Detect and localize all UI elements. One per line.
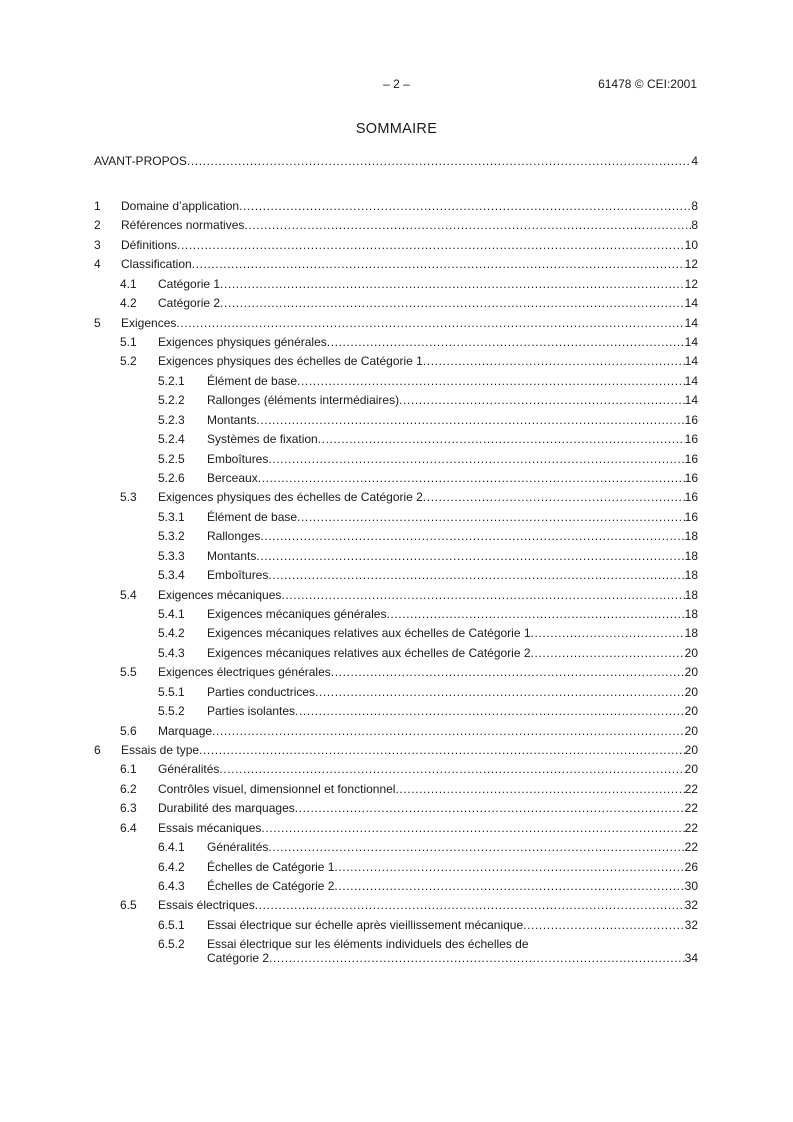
toc-entry-title: Rallonges (éléments intermédiaires) xyxy=(207,393,400,408)
toc-entry[interactable] xyxy=(94,605,698,624)
toc-entry-page: 20 xyxy=(684,665,698,680)
dot-leader xyxy=(297,508,685,527)
toc-entry[interactable] xyxy=(94,352,698,371)
toc-entry-title: Exigences physiques des échelles de Catégorie 1 xyxy=(158,354,423,369)
toc-entry-number: 6.5.1 xyxy=(158,917,185,932)
toc-entry-title: Durabilité des marquages xyxy=(158,801,295,816)
dot-leader xyxy=(331,663,685,682)
toc-entry[interactable] xyxy=(94,236,698,255)
toc-entry[interactable] xyxy=(94,683,698,702)
toc-entry-number: 5.3.3 xyxy=(158,548,185,563)
toc-entry-title: Domaine d’application xyxy=(121,199,240,213)
toc-entry[interactable] xyxy=(94,838,698,857)
toc-entry-page: 18 xyxy=(684,568,698,583)
toc-entry[interactable] xyxy=(94,430,698,449)
dot-leader xyxy=(260,527,684,546)
toc-entry-number: 5.2.4 xyxy=(158,432,185,447)
toc-title: SOMMAIRE xyxy=(355,121,438,137)
toc-entry-title: Généralités xyxy=(158,762,220,777)
toc-entry-title: Références normatives xyxy=(121,218,245,233)
toc-entry-title: Exigences mécaniques xyxy=(158,587,282,602)
toc-entry[interactable] xyxy=(94,411,698,430)
toc-entry-page: 18 xyxy=(684,626,698,641)
toc-entry-page: 16 xyxy=(684,451,698,466)
dot-leader xyxy=(220,275,685,294)
toc-entry[interactable] xyxy=(94,488,698,507)
toc-entry-title: Élément de base xyxy=(207,509,298,524)
toc-entry-page: 14 xyxy=(684,296,698,311)
toc-entry[interactable] xyxy=(94,216,698,235)
toc-entry-page: 20 xyxy=(684,645,698,660)
toc-entry-page: 12 xyxy=(684,257,698,272)
page-number: – 2 – xyxy=(383,77,410,91)
toc-entry[interactable] xyxy=(94,760,698,779)
toc-entry-number: 6.5.2 xyxy=(158,937,185,952)
toc-entry-number: 5.4.3 xyxy=(158,645,185,660)
toc-entry-page: 14 xyxy=(684,393,698,408)
toc-entry-number: 5.2.3 xyxy=(158,412,185,427)
toc-entry[interactable] xyxy=(94,799,698,818)
toc-entry-number: 6.4.3 xyxy=(158,879,185,894)
toc-entry-page: 22 xyxy=(684,801,698,816)
toc-entry-number: 5.2.5 xyxy=(158,451,185,466)
dot-leader xyxy=(423,488,685,507)
toc-entry-number: 5.3.2 xyxy=(158,529,185,544)
dot-leader xyxy=(327,333,685,352)
toc-entry[interactable] xyxy=(94,663,698,682)
toc-entry-number: 1 xyxy=(94,199,101,213)
toc-entry-page: 22 xyxy=(684,820,698,835)
toc-entry-page: 14 xyxy=(684,335,698,349)
toc-entry[interactable] xyxy=(94,780,698,799)
toc-entry-number: 5.6 xyxy=(120,723,137,738)
dot-leader xyxy=(268,566,684,585)
toc-entry[interactable] xyxy=(94,586,698,605)
dot-leader xyxy=(531,624,685,643)
toc-entry-page: 20 xyxy=(684,723,698,738)
toc-entry-number: 6.5 xyxy=(120,898,137,913)
toc-entry-title: Contrôles visuel, dimensionnel et fonctionnel xyxy=(158,781,396,796)
toc-entry-title: Exigences physiques des échelles de Catégorie 2 xyxy=(158,490,423,505)
toc-entry-page: 18 xyxy=(684,607,698,622)
toc-entry[interactable] xyxy=(94,702,698,721)
toc-entry[interactable] xyxy=(94,819,698,838)
toc-entry-number: 2 xyxy=(94,218,101,233)
toc-entry-page: 8 xyxy=(691,218,698,233)
toc-entry-title: Montants xyxy=(207,548,257,563)
toc-entry-page: 30 xyxy=(684,879,698,894)
toc-entry-number: 5.5.1 xyxy=(158,684,185,699)
toc-entry-title: Exigences électriques générales xyxy=(158,665,331,680)
toc-entry-page: 20 xyxy=(684,684,698,699)
toc-entry-number: 5.2.6 xyxy=(158,471,185,486)
dot-leader xyxy=(423,352,685,371)
toc-entry-page: 16 xyxy=(684,509,698,524)
toc-entry-title: Échelles de Catégorie 2 xyxy=(207,879,335,894)
toc-entry-number: 5.2.1 xyxy=(158,373,185,388)
toc-entry-title: Exigences mécaniques relatives aux échelles de Catégorie 1 xyxy=(207,626,531,641)
dot-leader xyxy=(531,644,685,663)
toc-entry-number: 5.4.1 xyxy=(158,607,185,622)
toc-entry-page: 4 xyxy=(691,154,698,168)
dot-leader xyxy=(281,586,684,605)
toc-entry[interactable] xyxy=(94,858,698,877)
toc-entry-title: Essai électrique sur les éléments individuels des échelles de xyxy=(207,937,529,952)
dot-leader xyxy=(395,780,684,799)
toc-entry-title: Montants xyxy=(207,412,257,427)
dot-leader xyxy=(199,741,685,760)
dot-leader xyxy=(268,450,684,469)
toc-entry-title: Définitions xyxy=(121,237,178,252)
toc-entry[interactable] xyxy=(94,566,698,585)
dot-leader xyxy=(269,949,685,968)
toc-entry-title: AVANT-PROPOS xyxy=(94,154,187,168)
toc-entry-number: 5.2 xyxy=(120,354,137,369)
toc-entry-number: 5.3.4 xyxy=(158,568,185,583)
toc-entry-title: Exigences mécaniques relatives aux échelles de Catégorie 2 xyxy=(207,645,531,660)
toc-entry-number: 5.4.2 xyxy=(158,626,185,641)
toc-entry-page: 26 xyxy=(684,859,698,874)
toc-entry-title: Berceaux xyxy=(207,471,258,486)
toc-entry[interactable] xyxy=(94,935,698,966)
toc-entry[interactable] xyxy=(94,333,698,352)
toc-entry-number: 5.3.1 xyxy=(158,509,185,524)
toc-entry-number: 6.4.1 xyxy=(158,840,185,855)
dot-leader xyxy=(176,314,684,333)
toc-entry[interactable] xyxy=(94,372,698,391)
toc-entry[interactable] xyxy=(94,152,698,171)
dot-leader xyxy=(239,197,691,216)
dot-leader xyxy=(334,877,684,896)
toc-entry-title: Essai électrique sur échelle après vieillissement mécanique xyxy=(207,917,524,932)
dot-leader xyxy=(244,216,691,235)
toc-entry-number: 5.4 xyxy=(120,587,137,602)
toc-entry-number: 5.5.2 xyxy=(158,704,185,719)
dot-leader xyxy=(399,391,685,410)
toc-entry-number: 5.1 xyxy=(120,335,137,349)
toc-entry-number: 5.5 xyxy=(120,665,137,680)
dot-leader xyxy=(297,372,685,391)
toc-entry[interactable] xyxy=(94,644,698,663)
toc-entry-page: 14 xyxy=(684,373,698,388)
dot-leader xyxy=(219,760,684,779)
toc-entry-number: 6.4 xyxy=(120,820,137,835)
toc-entry[interactable] xyxy=(94,916,698,935)
toc-entry-page: 18 xyxy=(684,587,698,602)
toc-entry-number: 5 xyxy=(94,315,101,330)
dot-leader xyxy=(523,916,684,935)
toc-entry[interactable] xyxy=(94,624,698,643)
toc-entry-title-continued: Catégorie 2 xyxy=(207,951,270,966)
toc-entry-number: 6.2 xyxy=(120,781,137,796)
dot-leader xyxy=(268,838,684,857)
toc-entry-page: 16 xyxy=(684,471,698,486)
dot-leader xyxy=(295,702,685,721)
toc-entry-page: 32 xyxy=(684,917,698,932)
dot-leader xyxy=(261,819,684,838)
toc-entry-title: Emboîtures xyxy=(207,568,269,583)
dot-leader xyxy=(187,152,691,171)
toc-entry-title: Emboîtures xyxy=(207,451,269,466)
dot-leader xyxy=(295,799,685,818)
toc-entry[interactable] xyxy=(94,469,698,488)
toc-entry-number: 4 xyxy=(94,257,101,272)
toc-entry-title: Exigences physiques générales xyxy=(158,335,327,349)
toc-entry-page: 18 xyxy=(684,529,698,544)
toc-entry[interactable] xyxy=(94,294,698,313)
toc-entry[interactable] xyxy=(94,314,698,333)
toc-entry[interactable] xyxy=(94,877,698,896)
toc-entry-page: 22 xyxy=(684,781,698,796)
toc-entry[interactable] xyxy=(94,896,698,915)
dot-leader xyxy=(315,683,685,702)
toc-entry-page: 16 xyxy=(684,490,698,505)
toc-entry[interactable] xyxy=(94,391,698,410)
dot-leader xyxy=(256,547,684,566)
dot-leader xyxy=(318,430,685,449)
toc-entry-page: 14 xyxy=(684,354,698,369)
toc-entry[interactable] xyxy=(94,508,698,527)
toc-entry-title: Généralités xyxy=(207,840,269,855)
toc-entry-title: Marquage xyxy=(158,723,213,738)
toc-entry-title: Rallonges xyxy=(207,529,261,544)
toc-entry-title: Élément de base xyxy=(207,373,298,388)
toc-entry-number: 5.3 xyxy=(120,490,137,505)
dot-leader xyxy=(334,858,684,877)
toc-entry-page: 10 xyxy=(684,237,698,252)
dot-leader xyxy=(255,896,685,915)
toc-entry-page: 14 xyxy=(684,315,698,330)
toc-entry-title: Exigences mécaniques générales xyxy=(207,607,387,622)
toc-entry-title: Parties conductrices xyxy=(207,684,316,699)
toc-entry[interactable] xyxy=(94,527,698,546)
dot-leader xyxy=(192,255,685,274)
toc-entry-number: 6.3 xyxy=(120,801,137,816)
toc-entry-number: 6 xyxy=(94,743,101,758)
toc-entry-page: 16 xyxy=(684,412,698,427)
dot-leader xyxy=(220,294,685,313)
dot-leader xyxy=(212,722,685,741)
toc-entry[interactable] xyxy=(94,197,698,216)
toc-entry-page: 12 xyxy=(684,276,698,291)
toc-entry-title: Catégorie 1 xyxy=(158,276,221,291)
toc-entry-page: 20 xyxy=(684,704,698,719)
toc-entry[interactable] xyxy=(94,722,698,741)
toc-entry[interactable] xyxy=(94,450,698,469)
toc-entry[interactable] xyxy=(94,255,698,274)
toc-entry-title: Échelles de Catégorie 1 xyxy=(207,859,335,874)
toc-entry-page: 22 xyxy=(684,840,698,855)
toc-entry-page: 34 xyxy=(684,951,698,966)
dot-leader xyxy=(258,469,685,488)
toc-entry-title: Catégorie 2 xyxy=(158,296,221,311)
standard-reference: 61478 © CEI:2001 xyxy=(598,77,697,91)
dot-leader xyxy=(256,411,684,430)
toc-entry-number: 4.1 xyxy=(120,276,137,291)
toc-entry-page: 20 xyxy=(684,743,698,758)
toc-entry-number: 4.2 xyxy=(120,296,137,311)
toc-entry[interactable] xyxy=(94,275,698,294)
toc-entry-number: 5.2.2 xyxy=(158,393,185,408)
toc-entry-page: 20 xyxy=(684,762,698,777)
dot-leader xyxy=(386,605,684,624)
toc-entry-page: 32 xyxy=(684,898,698,913)
toc-entry-title: Classification xyxy=(121,257,192,272)
toc-entry-title: Essais mécaniques xyxy=(158,820,262,835)
toc-entry-title: Essais électriques xyxy=(158,898,255,913)
dot-leader xyxy=(177,236,685,255)
toc-entry[interactable] xyxy=(94,741,698,760)
toc-entry-page: 8 xyxy=(691,199,698,213)
toc-entry-page: 16 xyxy=(684,432,698,447)
toc-entry[interactable] xyxy=(94,547,698,566)
toc-entry-page: 18 xyxy=(684,548,698,563)
toc-entry-title: Parties isolantes xyxy=(207,704,296,719)
toc-entry-title: Exigences xyxy=(121,315,177,330)
toc-entry-number: 3 xyxy=(94,237,101,252)
toc-entry-number: 6.4.2 xyxy=(158,859,185,874)
toc-entry-number: 6.1 xyxy=(120,762,137,777)
toc-entry-title: Essais de type xyxy=(121,743,200,758)
toc-entry-title: Systèmes de fixation xyxy=(207,432,318,447)
